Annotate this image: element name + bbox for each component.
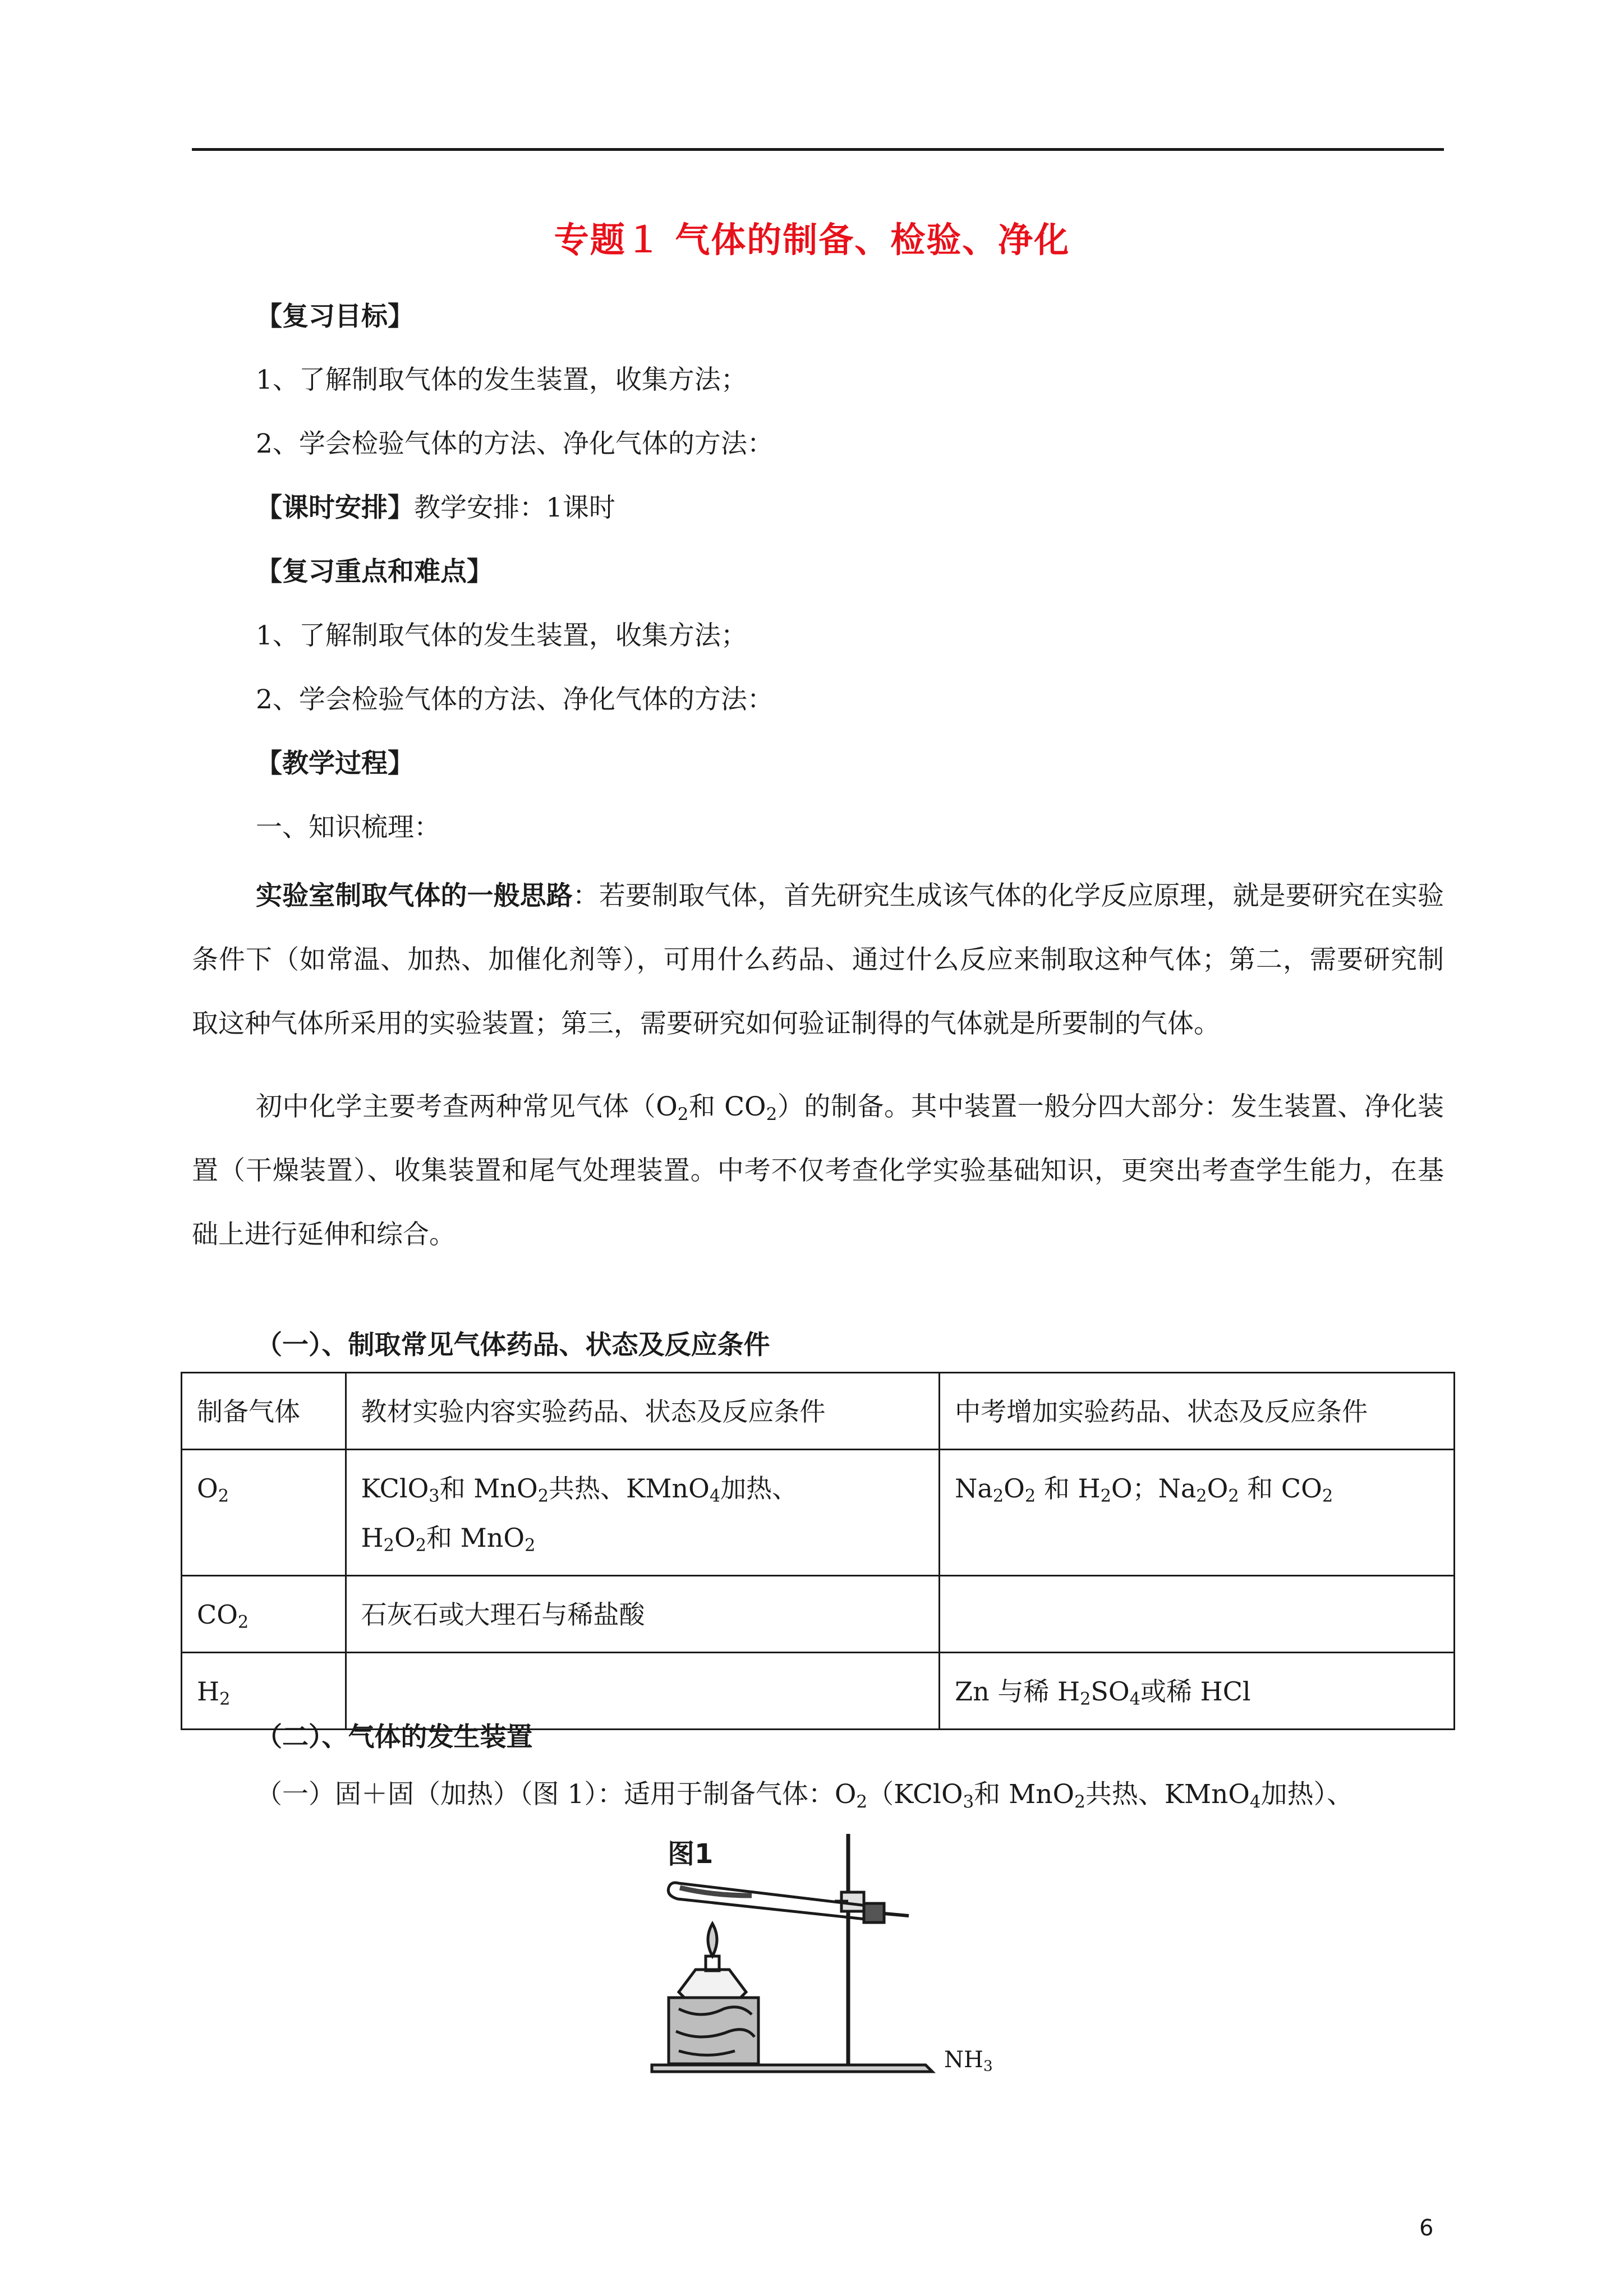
heating-apparatus-illustration [645, 1829, 959, 2082]
paragraph-general-approach [192, 864, 1444, 1056]
goal-item-1: 1、了解制取气体的发生装置，收集方法； [256, 365, 747, 395]
table-cell-exam: Zn 与稀 $H_2SO_4$或稀 HCl [940, 1653, 1455, 1730]
table-cell-textbook: KClO$_3$和 MnO$_2$共热、KMnO$_4$加热、 $H_2O_2$和 MnO$_2$ [346, 1450, 940, 1576]
table-cell-textbook: 石灰石或大理石与稀盐酸 [346, 1576, 940, 1653]
keypoint-item-2: 2、学会检验气体的方法、净化气体的方法： [256, 684, 774, 715]
table-cell-gas: $H_2$ [182, 1653, 346, 1730]
schedule-heading: 【课时安排】 [256, 492, 414, 523]
paragraph-exam-overview: 初中化学主要考查两种常见气体（$O_2$和 $CO_2$）的制备。其中装置一般分四大部分：发生装置、净化装置（干燥装置）、收集装置和尾气处理装置。中考不仅考查化学实验基础知识，更突出考查学生能力，在基础上进行延伸和综合。 [192, 1091, 1444, 1250]
paragraph-lead: 实验室制取气体的一般思路 [256, 880, 573, 911]
table-header-cell: 教材实验内容实验药品、状态及反应条件 [346, 1373, 940, 1450]
figure-1-label: 图1 [668, 1838, 714, 1870]
table-cell-exam: $Na_2O_2$ 和 $H_2O$；$Na_2O_2$ 和 $CO_2$ [940, 1450, 1455, 1576]
section-heading-apparatus: （二）、气体的发生装置 [256, 1722, 533, 1753]
page-number: 6 [1419, 2215, 1434, 2241]
schedule-line [256, 491, 615, 525]
keypoints-heading: 【复习重点和难点】 [256, 556, 493, 587]
figure-1-apparatus [645, 1829, 959, 2082]
table-row [182, 1450, 1455, 1576]
table-header-cell: 中考增加实验药品、状态及反应条件 [940, 1373, 1455, 1450]
table-header-cell: 制备气体 [182, 1373, 346, 1450]
table-cell-gas: $CO_2$ [182, 1576, 346, 1653]
goal-item-2: 2、学会检验气体的方法、净化气体的方法： [256, 428, 774, 459]
section-heading-reagents: （一）、制取常见气体药品、状态及反应条件 [256, 1330, 770, 1361]
schedule-text: 教学安排：1课时 [414, 492, 615, 523]
method-1-line: （一）固＋固（加热）（图 1）：适用于制备气体：$O_2(KClO_3$和 MnO$_2$共热、KMnO$_4$加热）、 [256, 1779, 1354, 1812]
table-header-row [182, 1373, 1455, 1450]
table-row [182, 1576, 1455, 1653]
keypoint-item-1: 1、了解制取气体的发生装置，收集方法； [256, 620, 747, 651]
gas-reagents-table [181, 1372, 1455, 1730]
process-heading: 【教学过程】 [256, 748, 414, 779]
nh3-label: $NH_3$ [944, 2047, 993, 2075]
table-cell-gas: $O_2$ [182, 1450, 346, 1576]
paragraph-text: ：若要制取气体，首先研究生成该气体的化学反应原理，就是要研究在实验条件下（如常温、加热、加催化剂等），可用什么药品、通过什么反应来制取这种气体；第二，需要研究制取这种气体所采用的实验装置；第三，需要研究如何验证制得的气体就是所要制的气体。 [192, 880, 1444, 1039]
page-title: 专题１ 气体的制备、检验、净化 [554, 219, 1070, 260]
process-subheading: 一、知识梳理： [256, 812, 440, 843]
header-rule [192, 148, 1444, 151]
table-cell-exam [940, 1576, 1455, 1653]
goals-heading: 【复习目标】 [256, 301, 414, 332]
